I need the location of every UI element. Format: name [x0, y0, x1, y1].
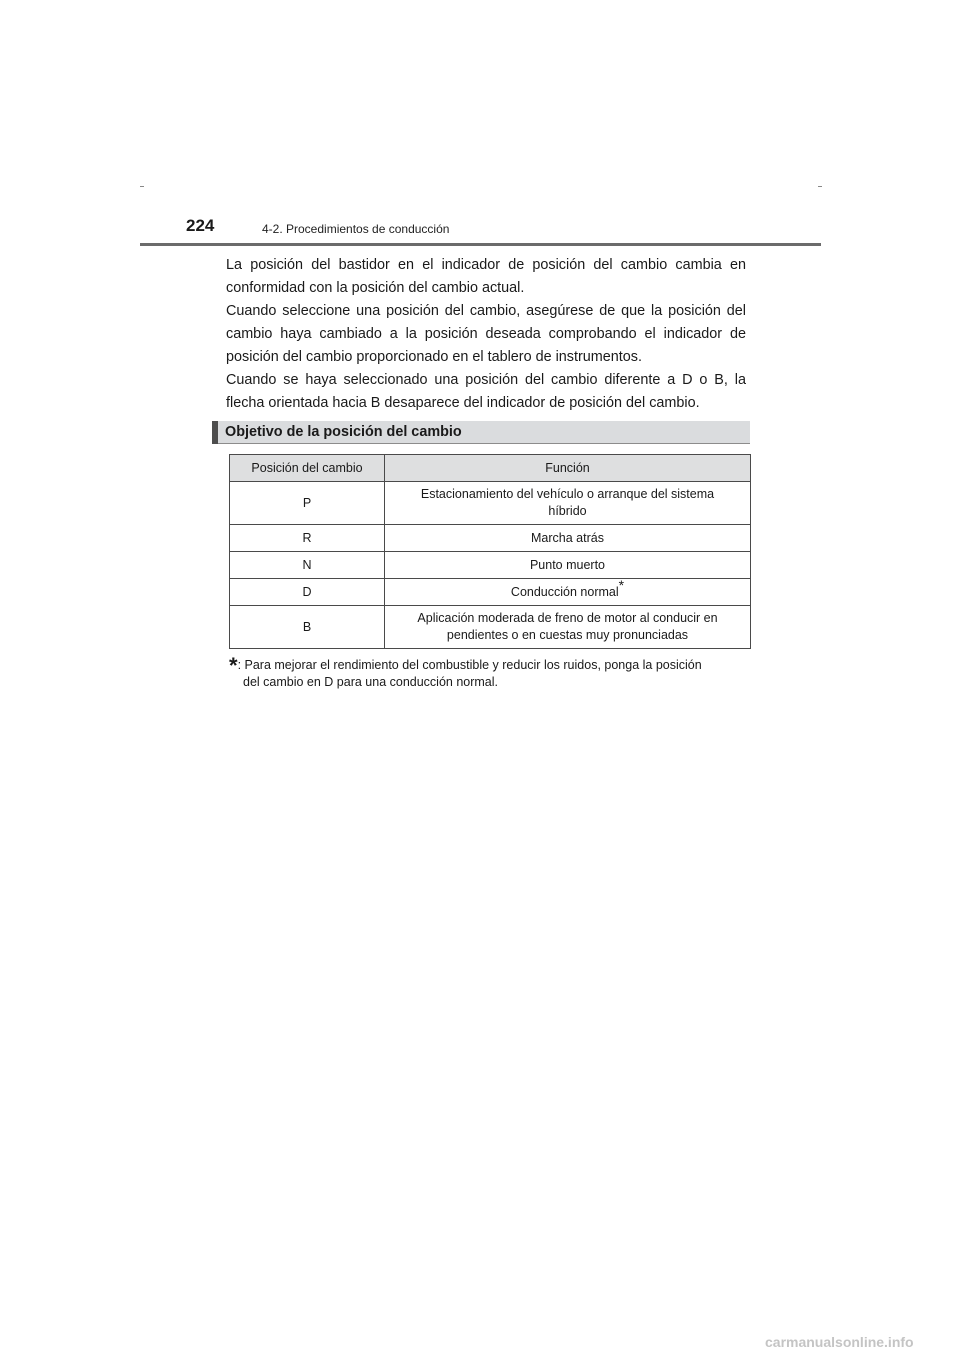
cell-function-line1: Estacionamiento del vehículo o arranque del sistema — [420, 487, 715, 501]
cell-function: Punto muerto — [385, 552, 751, 579]
crop-mark-right — [818, 186, 822, 187]
footnote — [229, 653, 749, 691]
cell-function-text: Conducción normal — [510, 584, 619, 599]
table-row-r — [230, 525, 751, 552]
cell-position: D — [230, 579, 385, 606]
page-number: 224 — [186, 216, 215, 235]
footnote-asterisk: * — [229, 653, 238, 678]
footnote-line1: : Para mejorar el rendimiento del combustible y reducir los ruidos, ponga la posición — [237, 658, 702, 672]
cell-position: R — [230, 525, 385, 552]
cell-position: B — [230, 606, 385, 649]
cell-function: Marcha atrás — [385, 525, 751, 552]
shift-position-table — [229, 454, 751, 649]
cell-function — [385, 482, 751, 525]
cell-function-line1: Aplicación moderada de freno de motor al conducir en — [417, 611, 718, 625]
cell-position: P — [230, 482, 385, 525]
paragraph-arrow-disappears: Cuando se haya seleccionado una posición del cambio diferente a D o B, la flecha orientada hacia B desaparece del indicador de posición del cambio. — [226, 372, 746, 411]
table-row-d — [230, 579, 751, 606]
cell-function — [385, 606, 751, 649]
footnote-line2: del cambio en D para una conducción normal. — [243, 675, 499, 689]
subheading-accent-bar — [212, 421, 218, 444]
table-row-p — [230, 482, 751, 525]
cell-function-line2: pendientes o en cuestas muy pronunciadas — [446, 628, 689, 642]
table-header-row — [230, 455, 751, 482]
watermark-text: carmanualsonline.info — [765, 1334, 914, 1350]
paragraph-select-position: Cuando seleccione una posición del cambio, asegúrese de que la posición del cambio haya cambiado a la posición deseada comprobando el indicador de posición del cambio proporcionado en el tablero de instrumentos. — [226, 303, 746, 365]
crop-mark-left — [140, 186, 144, 187]
cell-function-line2: híbrido — [548, 504, 587, 518]
header-rule — [140, 243, 821, 246]
table-row-b — [230, 606, 751, 649]
cell-function — [385, 576, 751, 606]
subheading-title: Objetivo de la posición del cambio — [225, 424, 462, 440]
table-row-n — [230, 552, 751, 579]
cell-position: N — [230, 552, 385, 579]
section-title: 4-2. Procedimientos de conducción — [262, 222, 450, 236]
paragraph-frame-position: La posición del bastidor en el indicador de posición del cambio cambia en conformidad con la posición del cambio actual. — [226, 257, 746, 296]
header-function: Función — [385, 455, 751, 482]
asterisk-mark: * — [618, 576, 625, 593]
header-position: Posición del cambio — [230, 455, 385, 482]
subheading-box — [212, 421, 750, 444]
